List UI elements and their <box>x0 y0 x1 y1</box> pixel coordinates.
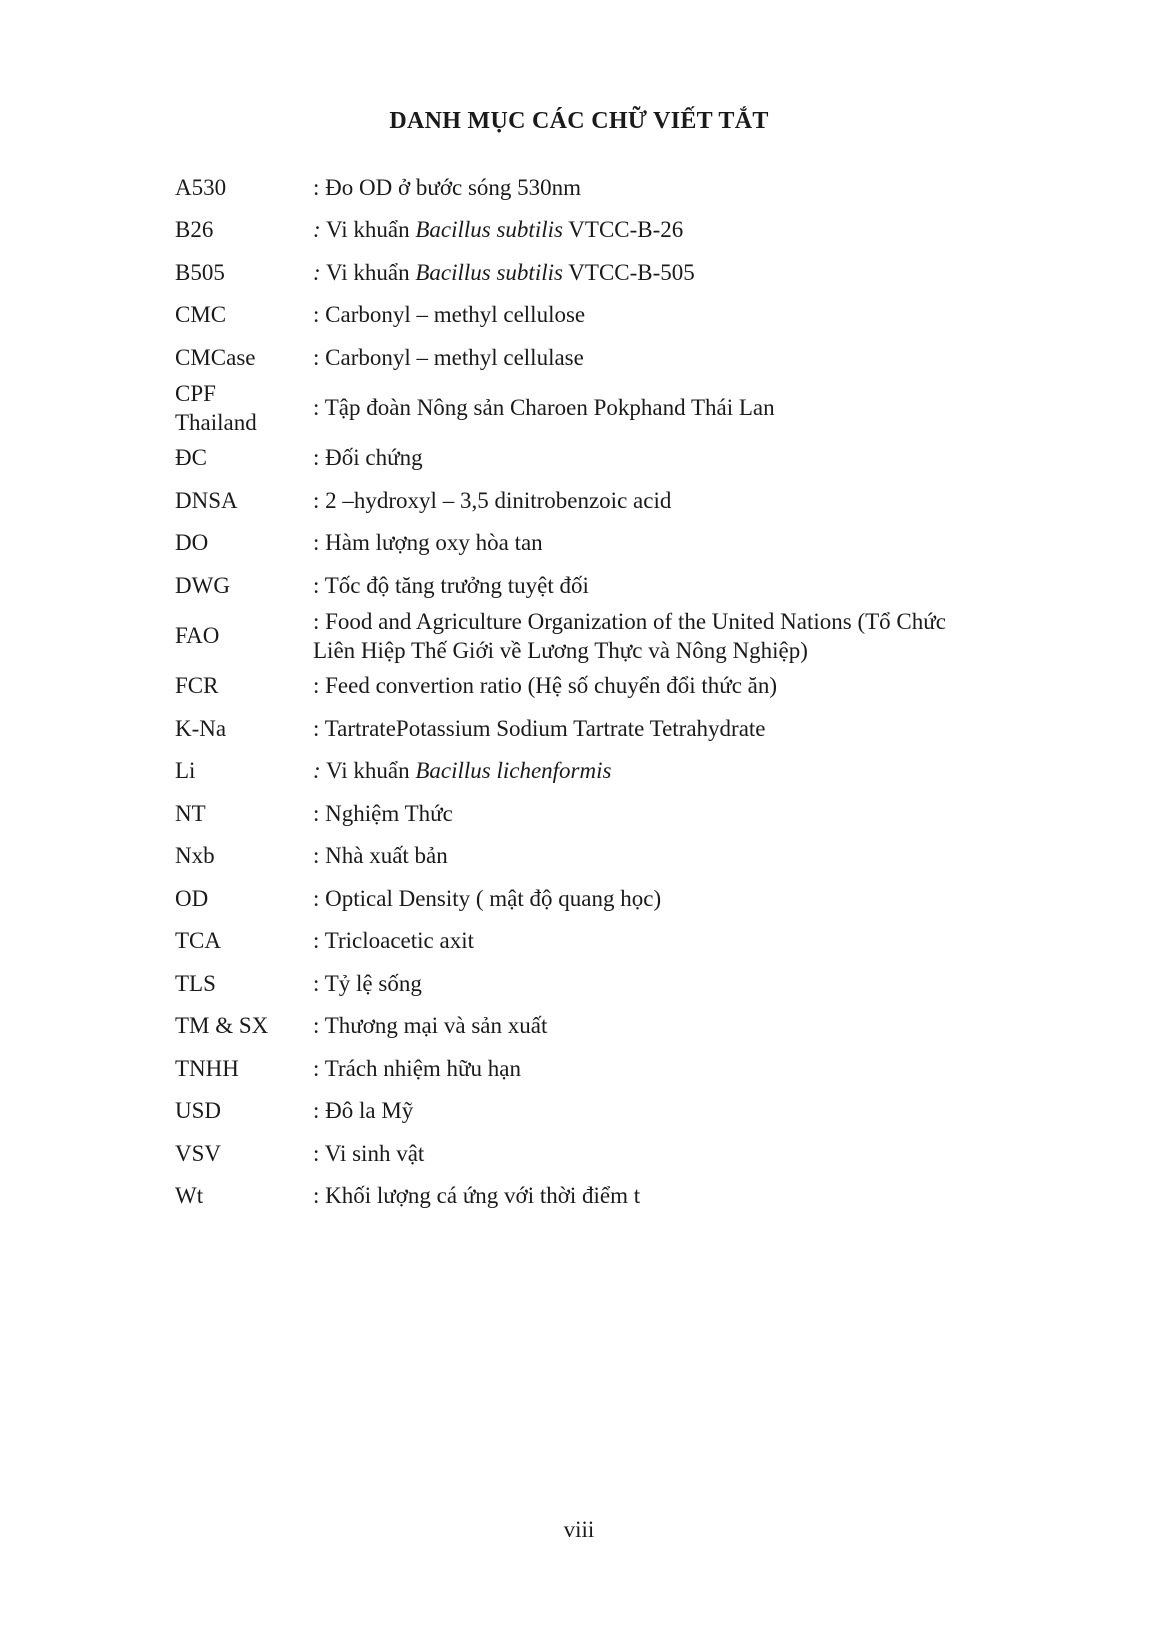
definition-suffix: VTCC-B-26 <box>568 217 684 243</box>
abbreviation-definition <box>313 835 1015 878</box>
abbreviation-definition <box>313 750 1015 793</box>
definition-text: Food and Agriculture Organization of the United Nations (Tổ Chức <box>325 608 946 634</box>
colon: : <box>313 970 320 996</box>
abbreviation-term: FAO <box>175 623 220 648</box>
colon: : <box>313 758 321 784</box>
term-line-2: Thailand <box>175 409 257 435</box>
definition-text: Feed convertion ratio (Hệ số chuyển đổi thức ăn) <box>325 673 778 699</box>
definition-text: Carbonyl – methyl cellulose <box>325 302 586 328</box>
definition-text: Đo OD ở bước sóng 530nm <box>325 174 582 200</box>
abbreviation-definition <box>313 437 1015 480</box>
abbreviation-term: TCA <box>175 928 221 954</box>
abbreviation-term: DNSA <box>175 487 238 513</box>
table-row <box>175 962 1015 1005</box>
abbreviation-definition <box>313 707 1015 750</box>
colon: : <box>313 715 320 741</box>
table-row <box>175 479 1015 522</box>
abbreviation-definition <box>313 251 1015 294</box>
abbreviation-definition <box>313 962 1015 1005</box>
abbreviation-term: A530 <box>175 174 227 200</box>
abbreviation-term: TLS <box>175 970 216 996</box>
abbreviation-definition <box>313 920 1015 963</box>
table-row <box>175 835 1015 878</box>
colon: : <box>313 259 321 285</box>
abbreviation-term: NT <box>175 800 206 826</box>
definition-text: Tricloacetic axit <box>324 928 474 954</box>
abbreviation-term: CMC <box>175 302 227 328</box>
definition-text: Nhà xuất bản <box>325 843 448 869</box>
colon: : <box>313 1140 320 1166</box>
definition-text: Hàm lượng oxy hòa tan <box>325 530 543 556</box>
abbreviation-definition <box>313 166 1015 209</box>
colon: : <box>313 928 320 954</box>
definition-text: Đô la Mỹ <box>325 1098 414 1124</box>
colon: : <box>313 530 320 556</box>
colon: : <box>313 395 320 420</box>
abbreviation-table <box>175 166 1015 1217</box>
table-row <box>175 336 1015 379</box>
colon: : <box>313 487 320 513</box>
abbreviation-term: DO <box>175 530 209 556</box>
definition-text: TartratePotassium Sodium Tartrate Tetrahydrate <box>324 715 766 741</box>
table-row <box>175 665 1015 708</box>
abbreviation-definition <box>313 1090 1015 1133</box>
definition-text: Vi khuẩn <box>326 758 410 784</box>
abbreviation-definition <box>313 479 1015 522</box>
abbreviation-term: Li <box>175 758 196 784</box>
abbreviation-term: B505 <box>175 259 225 285</box>
definition-text: Thương mại và sản xuất <box>324 1013 548 1039</box>
definition-text: Optical Density ( mật độ quang học) <box>325 885 662 911</box>
table-row <box>175 750 1015 793</box>
abbreviation-term: B26 <box>175 217 214 243</box>
table-row <box>175 1090 1015 1133</box>
definition-line-2: Liên Hiệp Thế Giới về Lương Thực và Nông Nghiệp) <box>313 637 808 663</box>
term-line-1: CPF <box>175 380 216 406</box>
colon: : <box>313 217 321 243</box>
definition-text: Tốc độ tăng trưởng tuyệt đối <box>324 572 589 598</box>
abbreviation-term: USD <box>175 1098 222 1124</box>
table-row <box>175 251 1015 294</box>
definition-text: Nghiệm Thức <box>325 800 453 826</box>
abbreviation-definition <box>313 209 1015 252</box>
definition-text: Trách nhiệm hữu hạn <box>324 1055 521 1081</box>
abbreviation-definition <box>313 792 1015 835</box>
abbreviation-definition <box>313 1132 1015 1175</box>
table-row <box>175 437 1015 480</box>
table-row <box>175 920 1015 963</box>
abbreviation-term: Wt <box>175 1183 204 1209</box>
definition-suffix: VTCC-B-505 <box>568 259 695 285</box>
abbreviation-term: FCR <box>175 673 219 699</box>
page-number: viii <box>563 1517 595 1542</box>
colon: : <box>313 1098 320 1124</box>
definition-text: Khối lượng cá ứng với thời điểm t <box>325 1183 641 1209</box>
definition-text: Đối chứng <box>325 445 423 471</box>
definition-text: Vi khuẩn <box>326 217 410 243</box>
abbreviation-term: Nxb <box>175 843 215 869</box>
colon: : <box>313 800 320 826</box>
table-row <box>175 707 1015 750</box>
definition-text: Tỷ lệ sống <box>324 970 422 996</box>
table-row <box>175 792 1015 835</box>
page-title: DANH MỤC CÁC CHỮ VIẾT TẮT <box>389 108 769 134</box>
abbreviation-definition <box>313 1175 1015 1218</box>
definition-text: Tập đoàn Nông sản Charoen Pokphand Thái Lan <box>324 395 775 420</box>
abbreviation-definition <box>313 607 1015 665</box>
species-name: Bacillus subtilis <box>415 259 563 285</box>
colon: : <box>313 344 320 370</box>
abbreviation-definition <box>313 336 1015 379</box>
abbreviation-definition <box>313 665 1015 708</box>
abbreviation-term: ĐC <box>175 445 207 471</box>
table-row <box>175 564 1015 607</box>
abbreviation-term <box>175 379 313 437</box>
colon: : <box>313 1055 320 1081</box>
colon: : <box>313 1183 320 1209</box>
abbreviation-term: VSV <box>175 1140 222 1166</box>
table-row <box>175 379 1015 437</box>
abbreviation-term: OD <box>175 885 209 911</box>
species-name: Bacillus lichenformis <box>415 758 612 784</box>
colon: : <box>313 174 320 200</box>
colon: : <box>313 843 320 869</box>
definition-text: Vi sinh vật <box>324 1140 425 1166</box>
colon: : <box>313 572 320 598</box>
definition-text: Carbonyl – methyl cellulase <box>325 344 584 370</box>
colon: : <box>313 608 320 634</box>
colon: : <box>313 885 320 911</box>
table-row <box>175 1047 1015 1090</box>
table-row <box>175 607 1015 665</box>
colon: : <box>313 302 320 328</box>
definition-text: Vi khuẩn <box>326 259 410 285</box>
abbreviation-term: TNHH <box>175 1055 239 1081</box>
abbreviation-term: K-Na <box>175 715 227 741</box>
table-row <box>175 209 1015 252</box>
abbreviation-term: DWG <box>175 572 230 598</box>
table-row <box>175 166 1015 209</box>
species-name: Bacillus subtilis <box>415 217 563 243</box>
definition-text: 2 –hydroxyl – 3,5 dinitrobenzoic acid <box>325 487 672 513</box>
abbreviation-definition <box>313 1047 1015 1090</box>
abbreviation-term: CMCase <box>175 344 256 370</box>
table-row <box>175 1175 1015 1218</box>
abbreviation-definition <box>313 1005 1015 1048</box>
table-row <box>175 522 1015 565</box>
colon: : <box>313 673 320 699</box>
abbreviation-definition <box>313 564 1015 607</box>
table-row <box>175 1132 1015 1175</box>
abbreviation-definition <box>313 294 1015 337</box>
table-row <box>175 294 1015 337</box>
abbreviation-term: TM & SX <box>175 1013 269 1039</box>
abbreviation-definition <box>313 877 1015 920</box>
colon: : <box>313 445 320 471</box>
abbreviation-definition <box>313 522 1015 565</box>
table-row <box>175 1005 1015 1048</box>
table-row <box>175 877 1015 920</box>
abbreviation-definition <box>313 379 1015 437</box>
colon: : <box>313 1013 320 1039</box>
